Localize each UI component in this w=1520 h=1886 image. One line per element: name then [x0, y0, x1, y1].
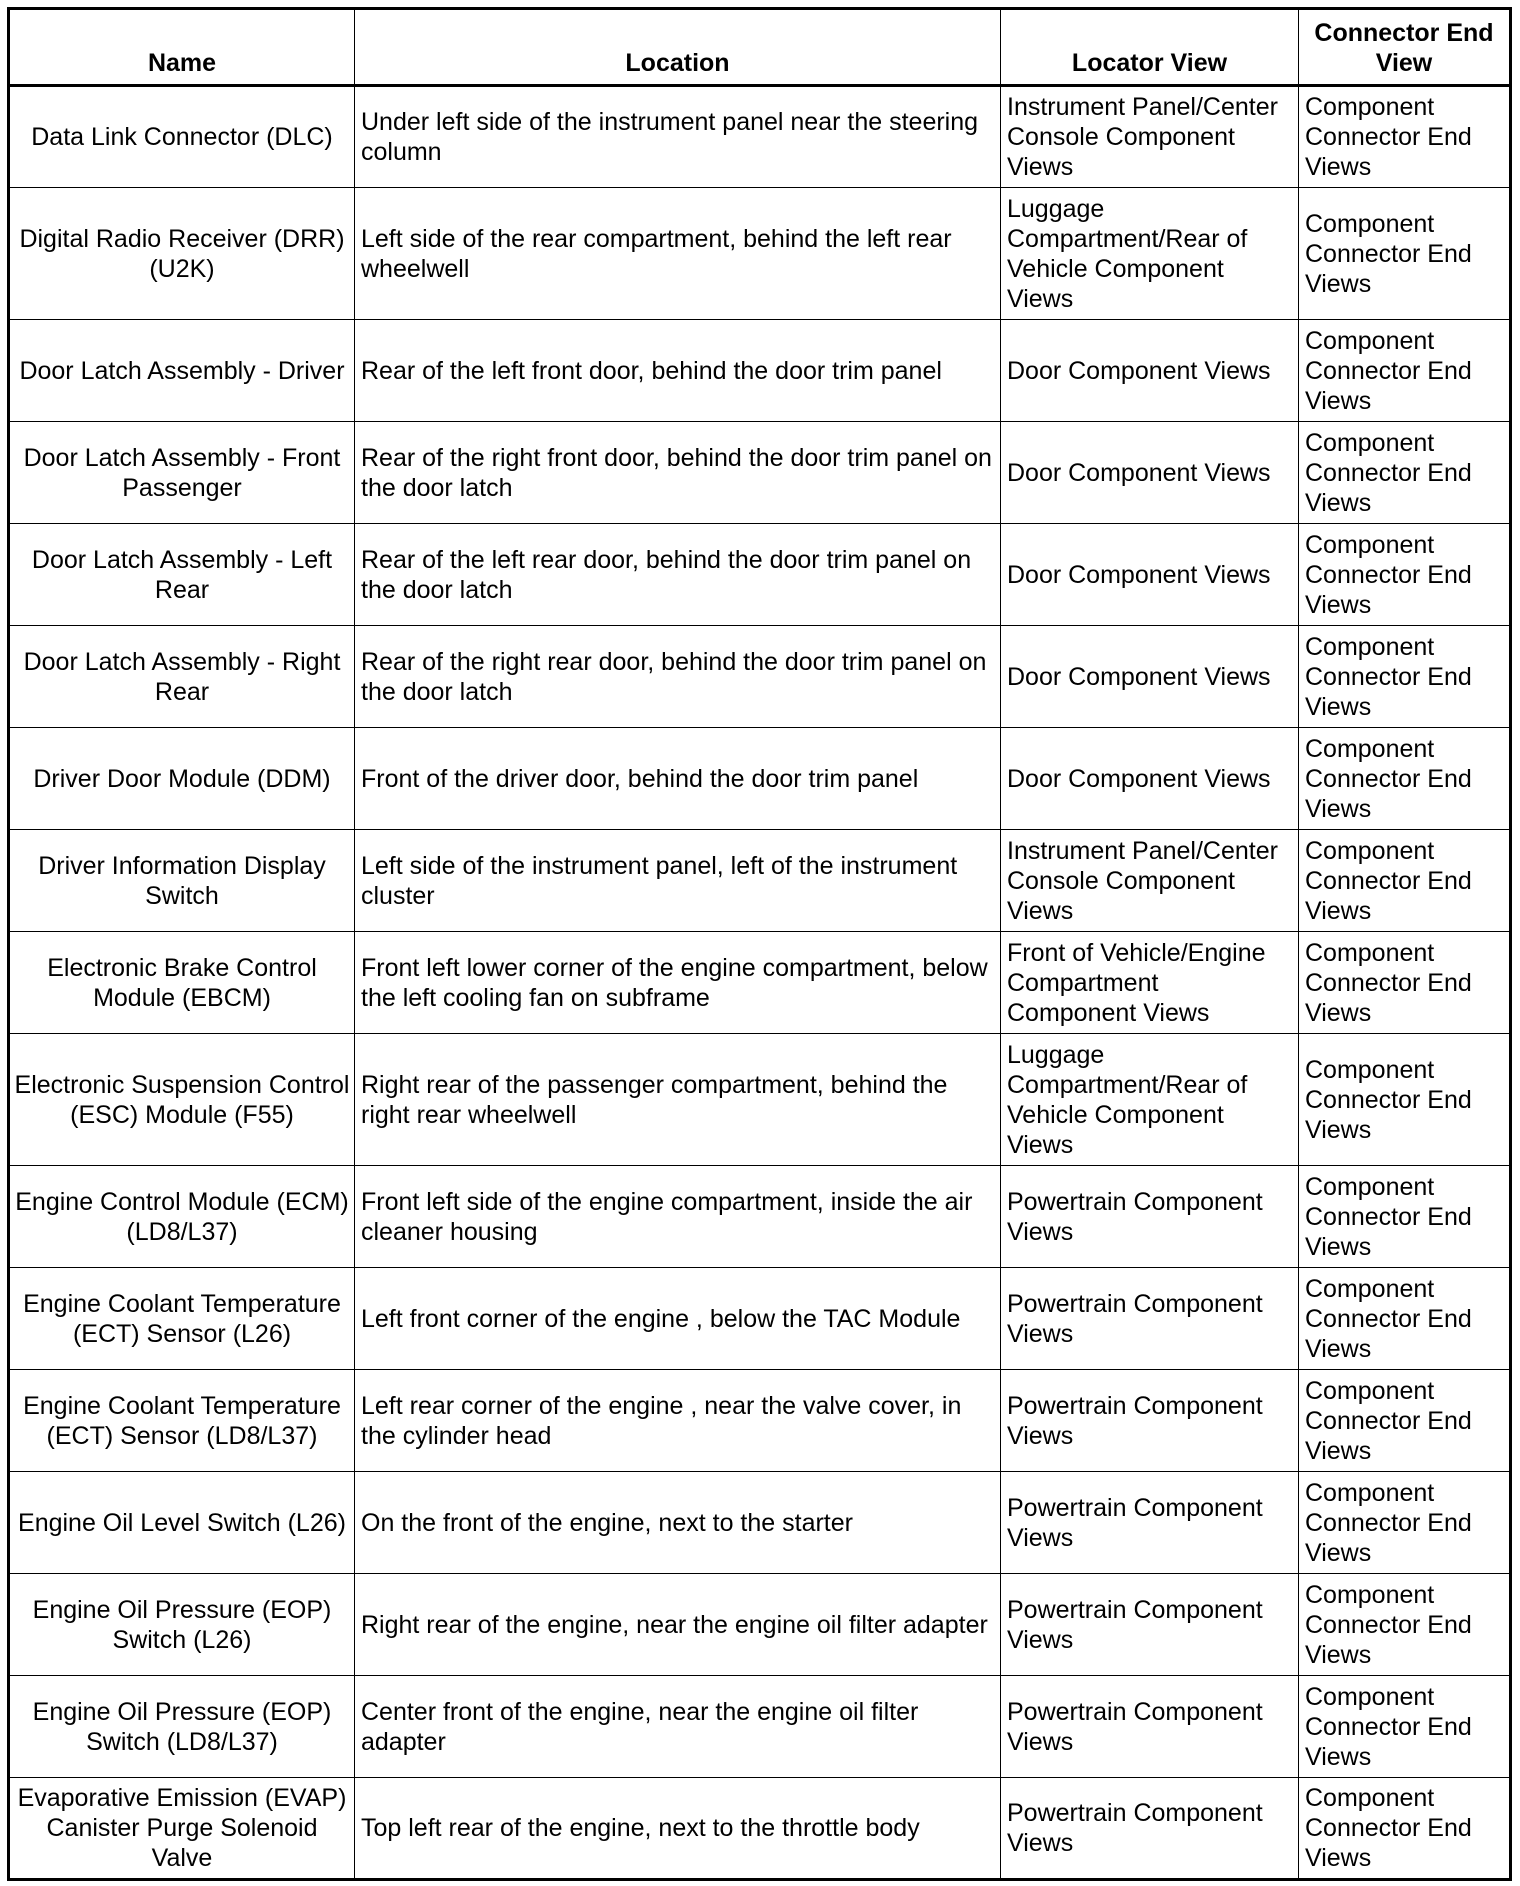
cell-location: Left front corner of the engine , below the TAC Module	[355, 1268, 1001, 1370]
cell-name: Door Latch Assembly - Front Passenger	[9, 422, 355, 524]
table-row	[9, 422, 1511, 524]
cell-connector-end-view: Component Connector End Views	[1299, 626, 1511, 728]
cell-locator-view: Powertrain Component Views	[1001, 1268, 1299, 1370]
cell-name: Engine Control Module (ECM) (LD8/L37)	[9, 1166, 355, 1268]
cell-location: Front of the driver door, behind the door trim panel	[355, 728, 1001, 830]
component-locator-table	[7, 7, 1512, 1881]
cell-connector-end-view: Component Connector End Views	[1299, 1778, 1511, 1880]
cell-connector-end-view: Component Connector End Views	[1299, 320, 1511, 422]
table-row	[9, 626, 1511, 728]
cell-connector-end-view: Component Connector End Views	[1299, 422, 1511, 524]
cell-name: Engine Oil Pressure (EOP) Switch (LD8/L37)	[9, 1676, 355, 1778]
cell-location: Left side of the rear compartment, behind the left rear wheelwell	[355, 188, 1001, 320]
cell-connector-end-view: Component Connector End Views	[1299, 1472, 1511, 1574]
cell-name: Door Latch Assembly - Driver	[9, 320, 355, 422]
table-row	[9, 320, 1511, 422]
table-row	[9, 1574, 1511, 1676]
table-row	[9, 524, 1511, 626]
table-row	[9, 1676, 1511, 1778]
cell-locator-view: Powertrain Component Views	[1001, 1166, 1299, 1268]
cell-connector-end-view: Component Connector End Views	[1299, 1034, 1511, 1166]
table-row	[9, 1166, 1511, 1268]
cell-location: Rear of the left front door, behind the door trim panel	[355, 320, 1001, 422]
cell-connector-end-view: Component Connector End Views	[1299, 728, 1511, 830]
cell-connector-end-view: Component Connector End Views	[1299, 932, 1511, 1034]
cell-locator-view: Door Component Views	[1001, 320, 1299, 422]
cell-name: Data Link Connector (DLC)	[9, 86, 355, 188]
cell-location: Left rear corner of the engine , near the valve cover, in the cylinder head	[355, 1370, 1001, 1472]
cell-name: Driver Information Display Switch	[9, 830, 355, 932]
cell-locator-view: Luggage Compartment/Rear of Vehicle Component Views	[1001, 188, 1299, 320]
cell-name: Electronic Suspension Control (ESC) Module (F55)	[9, 1034, 355, 1166]
cell-connector-end-view: Component Connector End Views	[1299, 1574, 1511, 1676]
table-header-row	[9, 9, 1511, 86]
table-row	[9, 728, 1511, 830]
cell-location: Left side of the instrument panel, left of the instrument cluster	[355, 830, 1001, 932]
table-row	[9, 1370, 1511, 1472]
cell-name: Engine Coolant Temperature (ECT) Sensor (L26)	[9, 1268, 355, 1370]
table-row	[9, 1472, 1511, 1574]
cell-locator-view: Powertrain Component Views	[1001, 1778, 1299, 1880]
table-row	[9, 1268, 1511, 1370]
cell-locator-view: Powertrain Component Views	[1001, 1574, 1299, 1676]
header-connector-end-view: Connector End View	[1299, 9, 1511, 86]
cell-name: Engine Coolant Temperature (ECT) Sensor (LD8/L37)	[9, 1370, 355, 1472]
cell-locator-view: Door Component Views	[1001, 728, 1299, 830]
cell-location: On the front of the engine, next to the starter	[355, 1472, 1001, 1574]
header-location: Location	[355, 9, 1001, 86]
table-row	[9, 1778, 1511, 1880]
cell-location: Right rear of the engine, near the engine oil filter adapter	[355, 1574, 1001, 1676]
cell-location: Top left rear of the engine, next to the throttle body	[355, 1778, 1001, 1880]
cell-location: Under left side of the instrument panel near the steering column	[355, 86, 1001, 188]
cell-connector-end-view: Component Connector End Views	[1299, 1268, 1511, 1370]
cell-location: Right rear of the passenger compartment, behind the right rear wheelwell	[355, 1034, 1001, 1166]
cell-connector-end-view: Component Connector End Views	[1299, 188, 1511, 320]
cell-location: Rear of the right front door, behind the door trim panel on the door latch	[355, 422, 1001, 524]
header-locator-view: Locator View	[1001, 9, 1299, 86]
cell-location: Front left lower corner of the engine compartment, below the left cooling fan on subframe	[355, 932, 1001, 1034]
cell-locator-view: Door Component Views	[1001, 626, 1299, 728]
cell-name: Engine Oil Pressure (EOP) Switch (L26)	[9, 1574, 355, 1676]
table-row	[9, 830, 1511, 932]
table-row	[9, 1034, 1511, 1166]
cell-locator-view: Front of Vehicle/Engine Compartment Component Views	[1001, 932, 1299, 1034]
cell-name: Driver Door Module (DDM)	[9, 728, 355, 830]
cell-locator-view: Powertrain Component Views	[1001, 1370, 1299, 1472]
table-row	[9, 86, 1511, 188]
cell-locator-view: Powertrain Component Views	[1001, 1472, 1299, 1574]
cell-name: Engine Oil Level Switch (L26)	[9, 1472, 355, 1574]
table-row	[9, 932, 1511, 1034]
cell-connector-end-view: Component Connector End Views	[1299, 1166, 1511, 1268]
cell-location: Center front of the engine, near the engine oil filter adapter	[355, 1676, 1001, 1778]
cell-name: Evaporative Emission (EVAP) Canister Purge Solenoid Valve	[9, 1778, 355, 1880]
cell-locator-view: Door Component Views	[1001, 422, 1299, 524]
cell-location: Front left side of the engine compartment, inside the air cleaner housing	[355, 1166, 1001, 1268]
cell-locator-view: Powertrain Component Views	[1001, 1676, 1299, 1778]
cell-connector-end-view: Component Connector End Views	[1299, 524, 1511, 626]
cell-locator-view: Instrument Panel/Center Console Component Views	[1001, 86, 1299, 188]
header-name: Name	[9, 9, 355, 86]
cell-connector-end-view: Component Connector End Views	[1299, 1676, 1511, 1778]
cell-location: Rear of the left rear door, behind the door trim panel on the door latch	[355, 524, 1001, 626]
cell-name: Door Latch Assembly - Right Rear	[9, 626, 355, 728]
cell-location: Rear of the right rear door, behind the door trim panel on the door latch	[355, 626, 1001, 728]
cell-name: Electronic Brake Control Module (EBCM)	[9, 932, 355, 1034]
cell-connector-end-view: Component Connector End Views	[1299, 830, 1511, 932]
cell-name: Digital Radio Receiver (DRR) (U2K)	[9, 188, 355, 320]
cell-connector-end-view: Component Connector End Views	[1299, 1370, 1511, 1472]
cell-locator-view: Door Component Views	[1001, 524, 1299, 626]
cell-connector-end-view: Component Connector End Views	[1299, 86, 1511, 188]
table-row	[9, 188, 1511, 320]
cell-name: Door Latch Assembly - Left Rear	[9, 524, 355, 626]
cell-locator-view: Instrument Panel/Center Console Component Views	[1001, 830, 1299, 932]
cell-locator-view: Luggage Compartment/Rear of Vehicle Component Views	[1001, 1034, 1299, 1166]
